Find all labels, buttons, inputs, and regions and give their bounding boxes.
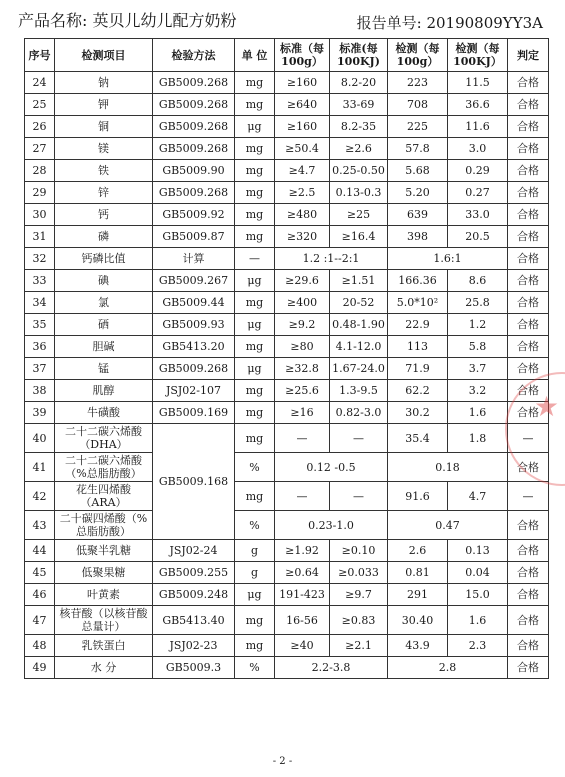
standard-cell: ≥16.4 [330, 226, 388, 248]
verdict-cell: 合格 [508, 182, 549, 204]
result-cell: 223 [388, 72, 448, 94]
method-cell: GB5009.168 [153, 424, 235, 540]
col-header: 检测（每100g） [388, 39, 448, 72]
item-cell: 磷 [55, 226, 153, 248]
table-row [25, 204, 549, 226]
row-number: 34 [25, 292, 55, 314]
method-cell: JSJ02-23 [153, 635, 235, 657]
method-cell: GB5009.267 [153, 270, 235, 292]
test-results-table [24, 38, 549, 679]
result-cell: 1.6 [448, 402, 508, 424]
result-cell: 20.5 [448, 226, 508, 248]
item-label-line: 花生四烯酸 [76, 483, 131, 496]
verdict-cell: 合格 [508, 138, 549, 160]
unit-cell: % [235, 511, 275, 540]
unit-cell: mg [235, 424, 275, 453]
unit-cell: mg [235, 292, 275, 314]
row-number: 30 [25, 204, 55, 226]
row-number: 24 [25, 72, 55, 94]
col-header: 单 位 [235, 39, 275, 72]
unit-cell: mg [235, 94, 275, 116]
row-number: 31 [25, 226, 55, 248]
result-cell: 3.0 [448, 138, 508, 160]
standard-cell: 8.2-35 [330, 116, 388, 138]
method-cell: GB5413.20 [153, 336, 235, 358]
report-number: 报告单号: 20190809YY3A [356, 14, 543, 32]
result-cell: 113 [388, 336, 448, 358]
method-cell: GB5009.92 [153, 204, 235, 226]
standard-cell: ≥160 [275, 72, 330, 94]
method-cell: GB5009.44 [153, 292, 235, 314]
result-cell: 62.2 [388, 380, 448, 402]
table-row [25, 182, 549, 204]
unit-cell: μg [235, 116, 275, 138]
result-cell: 398 [388, 226, 448, 248]
row-number: 29 [25, 182, 55, 204]
item-label-line: 核苷酸（以核苷酸 [59, 607, 148, 620]
unit-cell: % [235, 453, 275, 482]
table-row [25, 380, 549, 402]
table-row [25, 248, 549, 270]
item-cell [55, 482, 153, 511]
result-cell: 8.6 [448, 270, 508, 292]
result-cell: 1.6:1 [388, 248, 508, 270]
standard-cell: ≥32.8 [275, 358, 330, 380]
row-number: 47 [25, 606, 55, 635]
standard-cell: ≥25 [330, 204, 388, 226]
unit-cell: μg [235, 358, 275, 380]
row-number: 41 [25, 453, 55, 482]
standard-cell: ≥50.4 [275, 138, 330, 160]
result-cell: 0.27 [448, 182, 508, 204]
item-cell: 钾 [55, 94, 153, 116]
table-row [25, 270, 549, 292]
standard-cell: 1.2 :1--2:1 [275, 248, 388, 270]
row-number: 35 [25, 314, 55, 336]
item-cell: 钙 [55, 204, 153, 226]
standard-cell: ≥80 [275, 336, 330, 358]
seal-star-icon: ★ [534, 390, 560, 423]
col-header: 判定 [508, 39, 549, 72]
standard-cell: 0.82-3.0 [330, 402, 388, 424]
verdict-cell: 合格 [508, 540, 549, 562]
table-row [25, 402, 549, 424]
verdict-cell: 合格 [508, 453, 549, 482]
result-cell: 0.13 [448, 540, 508, 562]
standard-cell: ≥160 [275, 116, 330, 138]
result-cell: 3.2 [448, 380, 508, 402]
table-row [25, 657, 549, 679]
standard-cell: ≥1.51 [330, 270, 388, 292]
unit-cell: g [235, 562, 275, 584]
result-cell: 1.8 [448, 424, 508, 453]
unit-cell: g [235, 540, 275, 562]
standard-cell: ≥400 [275, 292, 330, 314]
unit-cell: mg [235, 402, 275, 424]
row-number: 32 [25, 248, 55, 270]
method-cell: GB5009.268 [153, 72, 235, 94]
standard-cell: ≥25.6 [275, 380, 330, 402]
result-cell: 166.36 [388, 270, 448, 292]
table-row [25, 606, 549, 635]
item-label-line: 二十二碳六烯酸 [65, 454, 142, 467]
item-label-line: 总量计） [81, 620, 126, 633]
verdict-cell: 合格 [508, 248, 549, 270]
table-row [25, 314, 549, 336]
table-row [25, 540, 549, 562]
item-cell: 锌 [55, 182, 153, 204]
verdict-cell: 合格 [508, 606, 549, 635]
verdict-cell: 合格 [508, 314, 549, 336]
unit-cell: mg [235, 160, 275, 182]
result-cell: 33.0 [448, 204, 508, 226]
standard-cell: ≥320 [275, 226, 330, 248]
result-cell: 11.5 [448, 72, 508, 94]
standard-cell: ≥640 [275, 94, 330, 116]
row-number: 33 [25, 270, 55, 292]
result-cell: 30.40 [388, 606, 448, 635]
result-cell: 57.8 [388, 138, 448, 160]
item-cell: 胆碱 [55, 336, 153, 358]
result-cell: 2.8 [388, 657, 508, 679]
result-cell: 5.0*10² [388, 292, 448, 314]
item-label-line: （DHA） [79, 438, 128, 451]
row-number: 37 [25, 358, 55, 380]
result-cell: 708 [388, 94, 448, 116]
result-cell: 639 [388, 204, 448, 226]
col-header: 标准（每100g） [275, 39, 330, 72]
item-cell: 钙磷比值 [55, 248, 153, 270]
table-row [25, 358, 549, 380]
result-cell: 5.68 [388, 160, 448, 182]
unit-cell: mg [235, 72, 275, 94]
table-row [25, 138, 549, 160]
item-label-line: （%总脂肪酸） [65, 467, 142, 480]
row-number: 39 [25, 402, 55, 424]
item-label-line: 总脂肪酸） [76, 525, 131, 538]
row-number: 40 [25, 424, 55, 453]
unit-cell: μg [235, 270, 275, 292]
result-cell: 25.8 [448, 292, 508, 314]
col-header: 检验方法 [153, 39, 235, 72]
method-cell: GB5009.248 [153, 584, 235, 606]
standard-cell: — [275, 424, 330, 453]
item-cell: 铜 [55, 116, 153, 138]
table-row [25, 511, 549, 540]
standard-cell: 16-56 [275, 606, 330, 635]
standard-cell: 0.13-0.3 [330, 182, 388, 204]
item-label-line: 二十碳四烯酸（% [59, 512, 148, 525]
table-row [25, 94, 549, 116]
method-cell: JSJ02-24 [153, 540, 235, 562]
standard-cell: — [330, 482, 388, 511]
col-header: 检测（每100KJ） [448, 39, 508, 72]
table-row [25, 226, 549, 248]
standard-cell: ≥4.7 [275, 160, 330, 182]
standard-cell: ≥2.5 [275, 182, 330, 204]
standard-cell: ≥29.6 [275, 270, 330, 292]
unit-cell: % [235, 657, 275, 679]
row-number: 48 [25, 635, 55, 657]
method-cell: GB5009.268 [153, 138, 235, 160]
result-cell: 225 [388, 116, 448, 138]
item-cell: 氯 [55, 292, 153, 314]
row-number: 25 [25, 94, 55, 116]
verdict-cell: 合格 [508, 511, 549, 540]
standard-cell: ≥0.64 [275, 562, 330, 584]
standard-cell: ≥0.10 [330, 540, 388, 562]
product-name: 产品名称: 英贝儿幼儿配方奶粉 [18, 11, 237, 30]
standard-cell: — [330, 424, 388, 453]
row-number: 44 [25, 540, 55, 562]
item-cell: 肌醇 [55, 380, 153, 402]
method-cell: GB5009.93 [153, 314, 235, 336]
item-cell: 水 分 [55, 657, 153, 679]
unit-cell: mg [235, 138, 275, 160]
item-cell [55, 511, 153, 540]
standard-cell: ≥0.83 [330, 606, 388, 635]
row-number: 46 [25, 584, 55, 606]
result-cell: 5.8 [448, 336, 508, 358]
verdict-cell: 合格 [508, 584, 549, 606]
verdict-cell: 合格 [508, 635, 549, 657]
result-cell: 0.81 [388, 562, 448, 584]
result-cell: 5.20 [388, 182, 448, 204]
verdict-cell: 合格 [508, 270, 549, 292]
method-cell: GB5009.268 [153, 182, 235, 204]
standard-cell: 4.1-12.0 [330, 336, 388, 358]
unit-cell: mg [235, 606, 275, 635]
standard-cell: 0.48-1.90 [330, 314, 388, 336]
row-number: 28 [25, 160, 55, 182]
result-cell: 36.6 [448, 94, 508, 116]
standard-cell: ≥2.6 [330, 138, 388, 160]
verdict-cell: 合格 [508, 292, 549, 314]
row-number: 42 [25, 482, 55, 511]
item-cell: 低聚半乳糖 [55, 540, 153, 562]
standard-cell: ≥40 [275, 635, 330, 657]
standard-cell: 2.2-3.8 [275, 657, 388, 679]
row-number: 38 [25, 380, 55, 402]
verdict-cell: 合格 [508, 657, 549, 679]
standard-cell: — [275, 482, 330, 511]
table-row [25, 424, 549, 453]
unit-cell: mg [235, 380, 275, 402]
item-cell: 硒 [55, 314, 153, 336]
verdict-cell: 合格 [508, 562, 549, 584]
result-cell: 30.2 [388, 402, 448, 424]
standard-cell: ≥0.033 [330, 562, 388, 584]
item-cell: 乳铁蛋白 [55, 635, 153, 657]
row-number: 36 [25, 336, 55, 358]
verdict-cell: 合格 [508, 94, 549, 116]
table-row [25, 292, 549, 314]
result-cell: 0.04 [448, 562, 508, 584]
verdict-cell: 合格 [508, 358, 549, 380]
standard-cell: 8.2-20 [330, 72, 388, 94]
item-cell: 牛磺酸 [55, 402, 153, 424]
result-cell: 0.18 [388, 453, 508, 482]
item-cell: 铁 [55, 160, 153, 182]
method-cell: GB5413.40 [153, 606, 235, 635]
verdict-cell: 合格 [508, 116, 549, 138]
result-cell: 0.47 [388, 511, 508, 540]
method-cell: 计算 [153, 248, 235, 270]
result-cell: 1.6 [448, 606, 508, 635]
verdict-cell: 合格 [508, 204, 549, 226]
standard-cell: 20-52 [330, 292, 388, 314]
unit-cell: mg [235, 226, 275, 248]
unit-cell: — [235, 248, 275, 270]
unit-cell: mg [235, 482, 275, 511]
table-row [25, 336, 549, 358]
result-cell: 3.7 [448, 358, 508, 380]
result-cell: 22.9 [388, 314, 448, 336]
method-cell: GB5009.255 [153, 562, 235, 584]
result-cell: 4.7 [448, 482, 508, 511]
verdict-cell: 合格 [508, 160, 549, 182]
item-cell: 叶黄素 [55, 584, 153, 606]
item-cell: 钠 [55, 72, 153, 94]
row-number: 27 [25, 138, 55, 160]
table-row [25, 72, 549, 94]
item-label-line: 二十二碳六烯酸 [65, 425, 142, 438]
row-number: 45 [25, 562, 55, 584]
unit-cell: μg [235, 314, 275, 336]
method-cell: GB5009.268 [153, 358, 235, 380]
result-cell: 1.2 [448, 314, 508, 336]
unit-cell: μg [235, 584, 275, 606]
standard-cell: ≥2.1 [330, 635, 388, 657]
result-cell: 71.9 [388, 358, 448, 380]
table-row [25, 482, 549, 511]
col-header: 检测项目 [55, 39, 153, 72]
method-cell: GB5009.268 [153, 94, 235, 116]
standard-cell: 191-423 [275, 584, 330, 606]
standard-cell: ≥9.7 [330, 584, 388, 606]
item-cell [55, 424, 153, 453]
result-cell: 2.6 [388, 540, 448, 562]
result-cell: 291 [388, 584, 448, 606]
verdict-cell: 合格 [508, 380, 549, 402]
method-cell: GB5009.87 [153, 226, 235, 248]
standard-cell: ≥480 [275, 204, 330, 226]
row-number: 49 [25, 657, 55, 679]
table-row [25, 160, 549, 182]
result-cell: 35.4 [388, 424, 448, 453]
verdict-cell: 合格 [508, 402, 549, 424]
unit-cell: mg [235, 336, 275, 358]
result-cell: 11.6 [448, 116, 508, 138]
item-label-line: （ARA） [80, 496, 127, 509]
report-header [0, 6, 565, 32]
table-row [25, 562, 549, 584]
verdict-cell: 合格 [508, 336, 549, 358]
standard-cell: 1.67-24.0 [330, 358, 388, 380]
table-row [25, 584, 549, 606]
table-header-row [25, 39, 549, 72]
result-cell: 43.9 [388, 635, 448, 657]
method-cell: GB5009.169 [153, 402, 235, 424]
method-cell: GB5009.268 [153, 116, 235, 138]
col-header: 标准(每100KJ) [330, 39, 388, 72]
result-cell: 0.29 [448, 160, 508, 182]
method-cell: GB5009.90 [153, 160, 235, 182]
method-cell: GB5009.3 [153, 657, 235, 679]
item-cell [55, 606, 153, 635]
result-cell: 2.3 [448, 635, 508, 657]
verdict-cell: 合格 [508, 226, 549, 248]
standard-cell: 0.23-1.0 [275, 511, 388, 540]
item-cell: 碘 [55, 270, 153, 292]
item-cell: 锰 [55, 358, 153, 380]
standard-cell: ≥16 [275, 402, 330, 424]
method-cell: JSJ02-107 [153, 380, 235, 402]
item-cell: 低聚果糖 [55, 562, 153, 584]
row-number: 26 [25, 116, 55, 138]
verdict-cell: — [508, 482, 549, 511]
table-row [25, 453, 549, 482]
row-number: 43 [25, 511, 55, 540]
standard-cell: ≥1.92 [275, 540, 330, 562]
table-row [25, 116, 549, 138]
verdict-cell: — [508, 424, 549, 453]
verdict-cell: 合格 [508, 72, 549, 94]
unit-cell: mg [235, 635, 275, 657]
result-cell: 15.0 [448, 584, 508, 606]
standard-cell: 33-69 [330, 94, 388, 116]
standard-cell: 0.12 -0.5 [275, 453, 388, 482]
col-header: 序号 [25, 39, 55, 72]
standard-cell: ≥9.2 [275, 314, 330, 336]
unit-cell: mg [235, 204, 275, 226]
page-number: - 2 - [272, 756, 293, 767]
result-cell: 91.6 [388, 482, 448, 511]
standard-cell: 0.25-0.50 [330, 160, 388, 182]
table-row [25, 635, 549, 657]
item-cell [55, 453, 153, 482]
standard-cell: 1.3-9.5 [330, 380, 388, 402]
unit-cell: mg [235, 182, 275, 204]
item-cell: 镁 [55, 138, 153, 160]
